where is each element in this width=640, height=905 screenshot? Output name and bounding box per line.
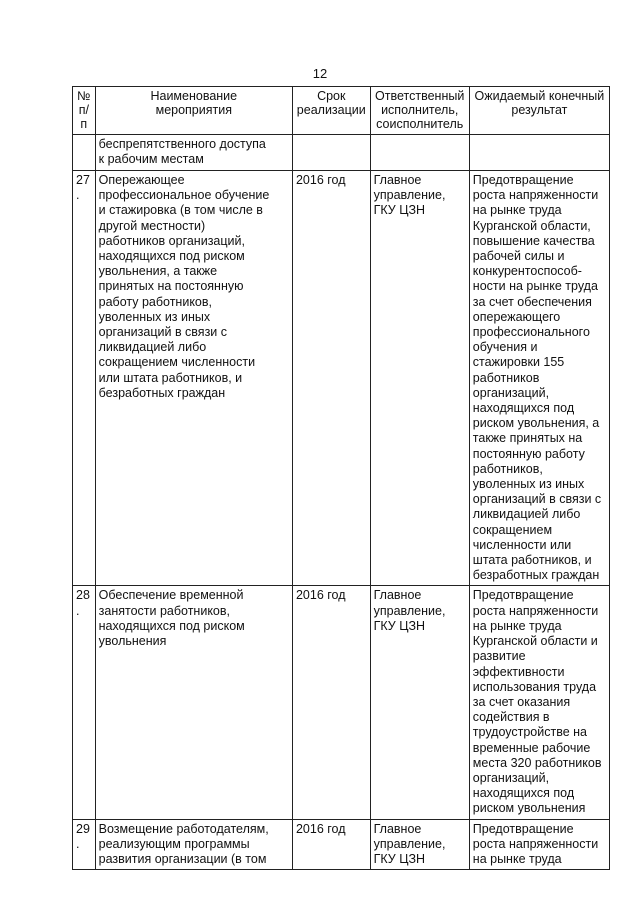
table-row — [73, 586, 610, 819]
row-num: 27. — [73, 171, 96, 586]
row-num: 28. — [73, 586, 96, 819]
row-num: 29. — [73, 819, 96, 870]
row-term — [292, 135, 370, 171]
header-responsible: Ответственный исполнитель, соисполнитель — [370, 87, 469, 135]
table-header-row — [73, 87, 610, 135]
table-row — [73, 171, 610, 586]
row-term: 2016 год — [292, 819, 370, 870]
measures-table — [72, 86, 610, 870]
header-num: № п/п — [73, 87, 96, 135]
row-name: Обеспечение временной занятости работников, находящихся под риском увольнения — [95, 586, 292, 819]
table-row — [73, 819, 610, 870]
row-term: 2016 год — [292, 586, 370, 819]
row-result: Предотвращение роста напряженности на рынке труда Курганской области и развитие эффективности использования труда за счет оказания содействия в трудоустройстве на временные рабочие места 320 работников организаций, находящихся под риском увольнения — [469, 586, 609, 819]
table-row — [73, 135, 610, 171]
row-responsible: Главное управление, ГКУ ЦЗН — [370, 819, 469, 870]
row-name: беспрепятственного доступа к рабочим местам — [95, 135, 292, 171]
row-responsible — [370, 135, 469, 171]
row-result: Предотвращение роста напряженности на рынке труда Курганской области, повышение качества рабочей силы и конкурентоспособ- ности на рынке труда за счет обеспечения опережающего профессионального обучения и стажировки 155 работников организаций, находящихся под риском увольнения, а также принятых на постоянную работу работников, уволенных из иных организаций в связи с ликвидацией либо сокращением численности или штата работников, и безработных граждан — [469, 171, 609, 586]
row-responsible: Главное управление, ГКУ ЦЗН — [370, 586, 469, 819]
page-number: 12 — [312, 66, 328, 81]
header-result: Ожидаемый конечный результат — [469, 87, 609, 135]
row-result — [469, 135, 609, 171]
row-name: Возмещение работодателям, реализующим программы развития организации (в том — [95, 819, 292, 870]
header-term: Срок реализации — [292, 87, 370, 135]
row-term: 2016 год — [292, 171, 370, 586]
row-name: Опережающее профессиональное обучение и стажировка (в том числе в другой местности) работников организаций, находящихся под риском увольнения, а также принятых на постоянную работу работников, уволенных из иных организаций в связи с ликвидацией либо сокращением численности или штата работников, и безработных граждан — [95, 171, 292, 586]
row-result: Предотвращение роста напряженности на рынке труда — [469, 819, 609, 870]
row-num — [73, 135, 96, 171]
header-name: Наименование мероприятия — [95, 87, 292, 135]
row-responsible: Главное управление, ГКУ ЦЗН — [370, 171, 469, 586]
